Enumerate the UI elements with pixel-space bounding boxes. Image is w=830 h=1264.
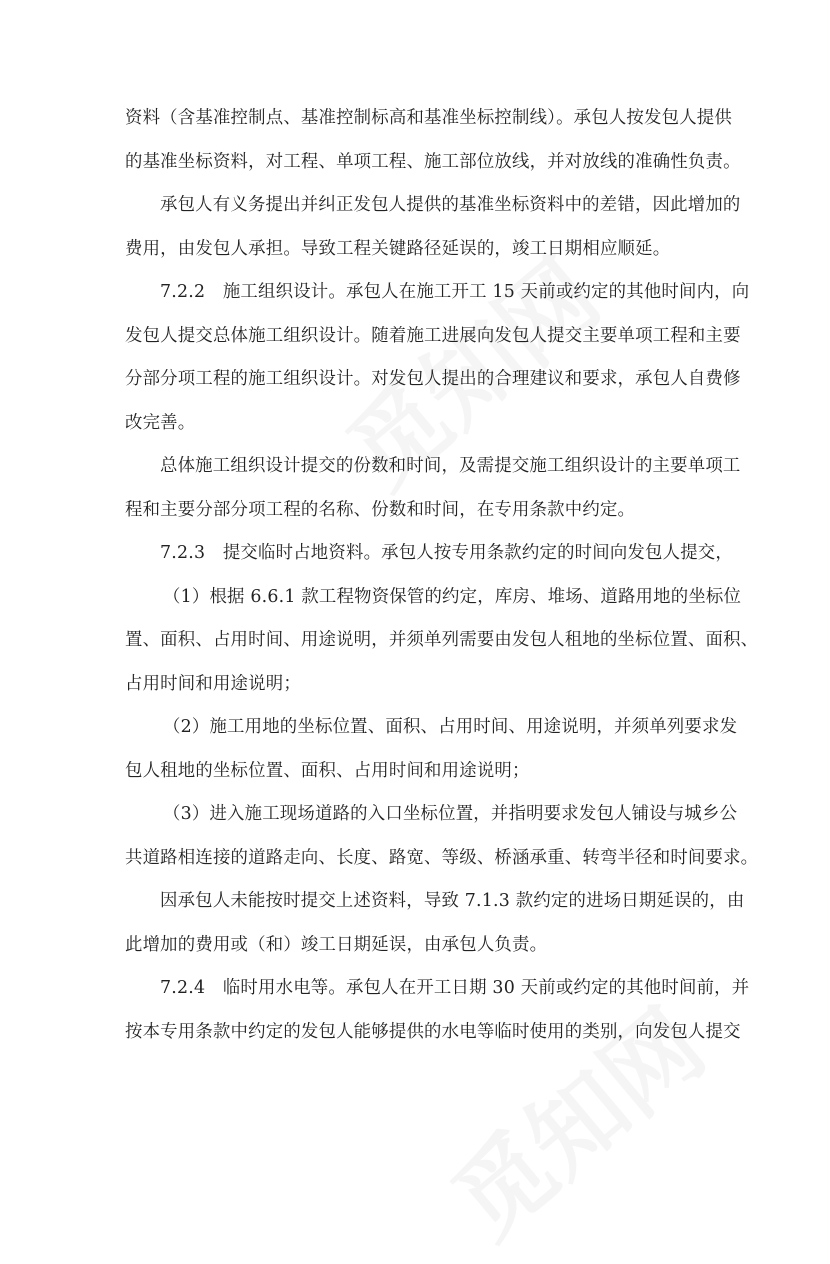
text-line: 资料（含基准控制点、基准控制标高和基准坐标控制线）。承包人按发包人提供 [125, 108, 732, 128]
text-line: 程和主要分部分项工程的名称、份数和时间，在专用条款中约定。 [125, 499, 636, 520]
text-line: 占用时间和用途说明； [125, 673, 301, 694]
paragraph-2 [125, 184, 741, 271]
text-line: 的基准坐标资料，对工程、单项工程、施工部位放线，并对放线的准确性负责。 [125, 151, 741, 172]
text-line: 7.2.4 临时用水电等。承包人在开工日期 30 天前或约定的其他时间前，并 [160, 978, 750, 998]
text-line: 发包人提交总体施工组织设计。随着施工进展向发包人提交主要单项工程和主要 [125, 325, 741, 346]
text-line: 7.2.3 提交临时占地资料。承包人按专用条款约定的时间向发包人提交， [160, 543, 733, 563]
text-line: 分部分项工程的施工组织设计。对发包人提出的合理建议和要求，承包人自费修 [125, 369, 741, 389]
paragraph-clause-7-2-2 [125, 271, 750, 445]
paragraph-1 [125, 97, 741, 184]
list-item-2 [125, 706, 738, 793]
paragraph-4 [125, 445, 741, 532]
text-line: （3）进入施工现场道路的入口坐标位置，并指明要求发包人铺设与城乡公 [163, 804, 738, 824]
paragraph-9 [125, 880, 745, 967]
text-line: （1）根据 6.6.1 款工程物资保管的约定，库房、堆场、道路用地的坐标位 [163, 586, 742, 607]
text-line: 承包人有义务提出并纠正发包人提供的基准坐标资料中的差错，因此增加的 [160, 195, 741, 215]
text-line: 总体施工组织设计提交的份数和时间，及需提交施工组织设计的主要单项工 [160, 456, 741, 476]
text-line: 费用，由发包人承担。导致工程关键路径延误的，竣工日期相应顺延。 [125, 238, 671, 259]
text-line: （2）施工用地的坐标位置、面积、占用时间、用途说明，并须单列要求发 [163, 717, 738, 737]
text-line: 置、面积、占用时间、用途说明，并须单列需要由发包人租地的坐标位置、面积、 [125, 630, 759, 650]
document-body [125, 97, 759, 1054]
text-line: 包人租地的坐标位置、面积、占用时间和用途说明； [125, 760, 530, 781]
text-line: 改完善。 [125, 412, 196, 433]
list-item-1 [125, 576, 759, 707]
paragraph-clause-7-2-3 [125, 532, 733, 576]
text-line: 按本专用条款中约定的发包人能够提供的水电等临时使用的类别，向发包人提交 [125, 1021, 741, 1042]
list-item-3 [125, 793, 759, 880]
text-line: 7.2.2 施工组织设计。承包人在施工开工 15 天前或约定的其他时间内，向 [160, 282, 750, 302]
text-line: 此增加的费用或（和）竣工日期延误，由承包人负责。 [125, 934, 548, 955]
text-line: 因承包人未能按时提交上述资料，导致 7.1.3 款约定的进场日期延误的，由 [160, 891, 745, 911]
text-line: 共道路相连接的道路走向、长度、路宽、等级、桥涵承重、转弯半径和时间要求。 [125, 847, 759, 868]
paragraph-clause-7-2-4 [125, 967, 750, 1054]
